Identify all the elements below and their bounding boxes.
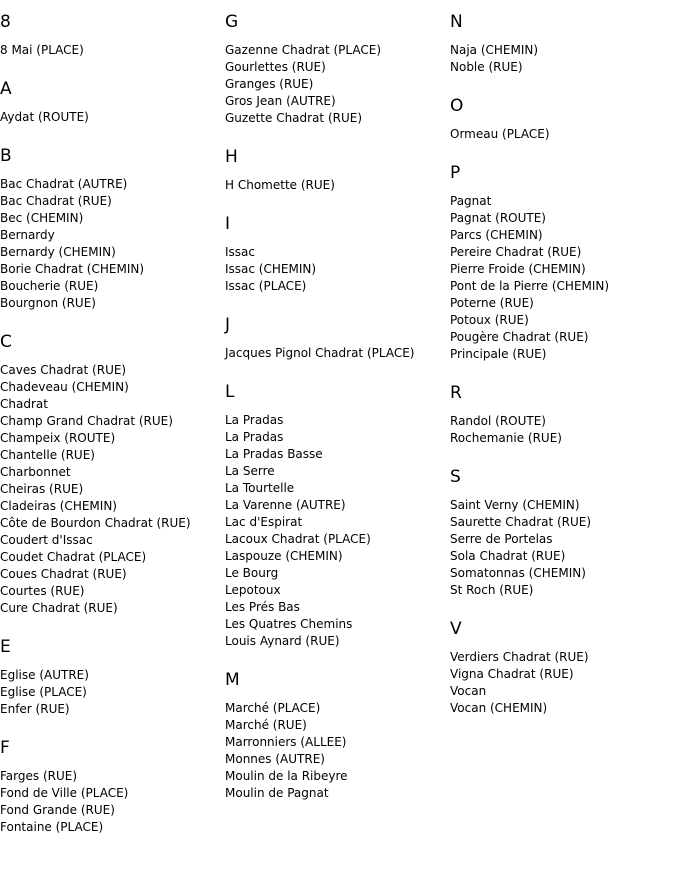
street-list-item[interactable]: Cladeiras (CHEMIN) — [0, 499, 117, 513]
street-list-item[interactable]: Poterne (RUE) — [450, 296, 534, 310]
street-list-item[interactable]: Champ Grand Chadrat (RUE) — [0, 414, 173, 428]
street-list-item[interactable]: Issac (CHEMIN) — [225, 262, 317, 276]
section-letter-heading: N — [450, 12, 463, 32]
street-list-item[interactable]: 8 Mai (PLACE) — [0, 43, 84, 57]
section-letter-heading: H — [225, 147, 238, 167]
section-letter-heading: M — [225, 670, 240, 690]
street-list-item[interactable]: Pereire Chadrat (RUE) — [450, 245, 582, 259]
section-letter-heading: O — [450, 96, 464, 116]
section-letter-heading: G — [225, 12, 239, 32]
section-letter-heading: R — [450, 383, 462, 403]
section-letter-heading: A — [0, 79, 12, 99]
street-list-item[interactable]: H Chomette (RUE) — [225, 178, 335, 192]
street-list-item[interactable]: Cheiras (RUE) — [0, 482, 84, 496]
index-column-2 — [225, 0, 450, 822]
letter-section — [450, 619, 675, 717]
street-list-item[interactable]: Le Bourg — [225, 566, 279, 580]
street-list — [0, 768, 225, 836]
letter-section — [225, 670, 450, 802]
street-list-item[interactable]: Naja (CHEMIN) — [450, 43, 539, 57]
street-list-item[interactable]: Issac — [225, 245, 255, 259]
street-list — [0, 667, 225, 718]
street-list-item[interactable]: Coues Chadrat (RUE) — [0, 567, 127, 581]
letter-section — [0, 146, 225, 312]
street-list-item[interactable]: Noble (RUE) — [450, 60, 523, 74]
street-list — [0, 176, 225, 312]
street-list-item[interactable]: Gourlettes (RUE) — [225, 60, 326, 74]
street-list-item[interactable]: Saurette Chadrat (RUE) — [450, 515, 592, 529]
street-list-item[interactable]: Bac Chadrat (AUTRE) — [0, 177, 128, 191]
street-list-item[interactable]: Caves Chadrat (RUE) — [0, 363, 127, 377]
street-list-item[interactable]: Verdiers Chadrat (RUE) — [450, 650, 589, 664]
section-letter-heading: 8 — [0, 12, 11, 32]
street-list-item[interactable]: Pougère Chadrat (RUE) — [450, 330, 589, 344]
street-list-item[interactable]: St Roch (RUE) — [450, 583, 534, 597]
street-list-item[interactable]: Saint Verny (CHEMIN) — [450, 498, 580, 512]
street-list-item[interactable]: Moulin de Pagnat — [225, 786, 329, 800]
street-list — [0, 42, 225, 59]
street-list-item[interactable]: Lac d'Espirat — [225, 515, 303, 529]
street-list-item[interactable]: La Pradas Basse — [225, 447, 323, 461]
street-list-item[interactable]: Les Quatres Chemins — [225, 617, 353, 631]
street-list-item[interactable]: Lacoux Chadrat (PLACE) — [225, 532, 371, 546]
street-list-item[interactable]: La Pradas — [225, 430, 284, 444]
street-list-item[interactable]: Farges (RUE) — [0, 769, 78, 783]
street-list-item[interactable]: Issac (PLACE) — [225, 279, 307, 293]
street-list-item[interactable]: Enfer (RUE) — [0, 702, 70, 716]
street-list-item[interactable]: Guzette Chadrat (RUE) — [225, 111, 363, 125]
street-list-item[interactable]: Bec (CHEMIN) — [0, 211, 84, 225]
street-list — [225, 412, 450, 650]
street-list-item[interactable]: Cure Chadrat (RUE) — [0, 601, 118, 615]
street-list-item[interactable]: Monnes (AUTRE) — [225, 752, 325, 766]
street-list-item[interactable]: Chadeveau (CHEMIN) — [0, 380, 129, 394]
section-letter-heading: E — [0, 637, 11, 657]
index-column-1 — [0, 0, 225, 856]
street-list-item[interactable]: Eglise (AUTRE) — [0, 668, 89, 682]
street-list-item[interactable]: Gazenne Chadrat (PLACE) — [225, 43, 382, 57]
street-list-item[interactable]: Vigna Chadrat (RUE) — [450, 667, 574, 681]
street-list-item[interactable]: Bernardy (CHEMIN) — [0, 245, 116, 259]
street-list — [225, 42, 450, 127]
street-list-item[interactable]: Sola Chadrat (RUE) — [450, 549, 566, 563]
section-letter-heading: B — [0, 146, 12, 166]
street-list-item[interactable]: Parcs (CHEMIN) — [450, 228, 543, 242]
letter-section — [225, 214, 450, 295]
street-list-item[interactable]: Fontaine (PLACE) — [0, 820, 104, 834]
section-letter-heading: F — [0, 738, 10, 758]
street-list-item[interactable]: Potoux (RUE) — [450, 313, 529, 327]
street-list-item[interactable]: Borie Chadrat (CHEMIN) — [0, 262, 145, 276]
street-list-item[interactable]: La Serre — [225, 464, 275, 478]
section-letter-heading: J — [225, 315, 231, 335]
street-list-item[interactable]: Fond Grande (RUE) — [0, 803, 115, 817]
street-list — [225, 700, 450, 802]
street-list-item[interactable]: Courtes (RUE) — [0, 584, 85, 598]
street-list-item[interactable]: La Varenne (AUTRE) — [225, 498, 346, 512]
street-list-item[interactable]: Marronniers (ALLEE) — [225, 735, 347, 749]
letter-section — [450, 383, 675, 447]
section-letter-heading: C — [0, 332, 12, 352]
street-list — [0, 109, 225, 126]
letter-section — [0, 12, 225, 59]
street-list-item[interactable]: Rochemanie (RUE) — [450, 431, 562, 445]
letter-section — [0, 637, 225, 718]
letter-section — [225, 12, 450, 127]
street-list-item[interactable]: Les Prés Bas — [225, 600, 300, 614]
street-list-item[interactable]: Ormeau (PLACE) — [450, 127, 550, 141]
street-list — [450, 649, 675, 717]
street-list-item[interactable]: Bernardy — [0, 228, 55, 242]
street-list — [450, 126, 675, 143]
letter-section — [0, 738, 225, 836]
street-list-item[interactable]: Côte de Bourdon Chadrat (RUE) — [0, 516, 191, 530]
section-letter-heading: S — [450, 467, 461, 487]
street-list-item[interactable]: Champeix (ROUTE) — [0, 431, 116, 445]
letter-section — [450, 467, 675, 599]
section-letter-heading: L — [225, 382, 235, 402]
letter-section — [225, 382, 450, 650]
street-list-item[interactable]: Marché (PLACE) — [225, 701, 321, 715]
street-list-item[interactable]: Coudet Chadrat (PLACE) — [0, 550, 147, 564]
street-list-item[interactable]: Pont de la Pierre (CHEMIN) — [450, 279, 610, 293]
street-list-item[interactable]: Pagnat (ROUTE) — [450, 211, 546, 225]
street-list-item[interactable]: Principale (RUE) — [450, 347, 547, 361]
street-list-item[interactable]: La Pradas — [225, 413, 284, 427]
street-list-item[interactable]: Granges (RUE) — [225, 77, 314, 91]
street-list-item[interactable]: Boucherie (RUE) — [0, 279, 99, 293]
section-letter-heading: I — [225, 214, 231, 234]
letter-section — [450, 12, 675, 76]
street-list-item[interactable]: Charbonnet — [0, 465, 71, 479]
street-list — [450, 413, 675, 447]
street-list — [225, 244, 450, 295]
letter-section — [225, 315, 450, 362]
street-list-item[interactable]: Pagnat — [450, 194, 492, 208]
street-list-item[interactable]: Jacques Pignol Chadrat (PLACE) — [225, 346, 415, 360]
letter-section — [450, 96, 675, 143]
section-letter-heading: P — [450, 163, 461, 183]
street-list-item[interactable]: Eglise (PLACE) — [0, 685, 87, 699]
street-list-item[interactable]: Randol (ROUTE) — [450, 414, 546, 428]
street-list — [225, 177, 450, 194]
street-list-item[interactable]: Moulin de la Ribeyre — [225, 769, 348, 783]
street-list — [450, 42, 675, 76]
street-list-item[interactable]: Somatonnas (CHEMIN) — [450, 566, 586, 580]
section-letter-heading: V — [450, 619, 462, 639]
street-list-item[interactable]: Pierre Froide (CHEMIN) — [450, 262, 586, 276]
street-list-item[interactable]: Fond de Ville (PLACE) — [0, 786, 129, 800]
letter-section — [0, 79, 225, 126]
letter-section — [225, 147, 450, 194]
street-list-item[interactable]: Chantelle (RUE) — [0, 448, 95, 462]
street-list-item[interactable]: Vocan — [450, 684, 487, 698]
street-list-item[interactable]: Gros Jean (AUTRE) — [225, 94, 336, 108]
street-list — [0, 362, 225, 617]
street-list-item[interactable]: Lepotoux — [225, 583, 281, 597]
letter-section — [0, 332, 225, 617]
street-list — [450, 497, 675, 599]
street-list-item[interactable]: Coudert d'Issac — [0, 533, 93, 547]
street-list — [450, 193, 675, 363]
street-list-item[interactable]: Bac Chadrat (RUE) — [0, 194, 112, 208]
street-list-item[interactable]: Serre de Portelas — [450, 532, 553, 546]
street-list-item[interactable]: Bourgnon (RUE) — [0, 296, 96, 310]
index-column-3 — [450, 0, 675, 737]
street-list-item[interactable]: Vocan (CHEMIN) — [450, 701, 548, 715]
street-list-item[interactable]: La Tourtelle — [225, 481, 295, 495]
letter-section — [450, 163, 675, 363]
street-list — [225, 345, 450, 362]
street-list-item[interactable]: Louis Aynard (RUE) — [225, 634, 340, 648]
street-list-item[interactable]: Chadrat — [0, 397, 48, 411]
street-list-item[interactable]: Laspouze (CHEMIN) — [225, 549, 343, 563]
street-list-item[interactable]: Marché (RUE) — [225, 718, 307, 732]
street-list-item[interactable]: Aydat (ROUTE) — [0, 110, 89, 124]
